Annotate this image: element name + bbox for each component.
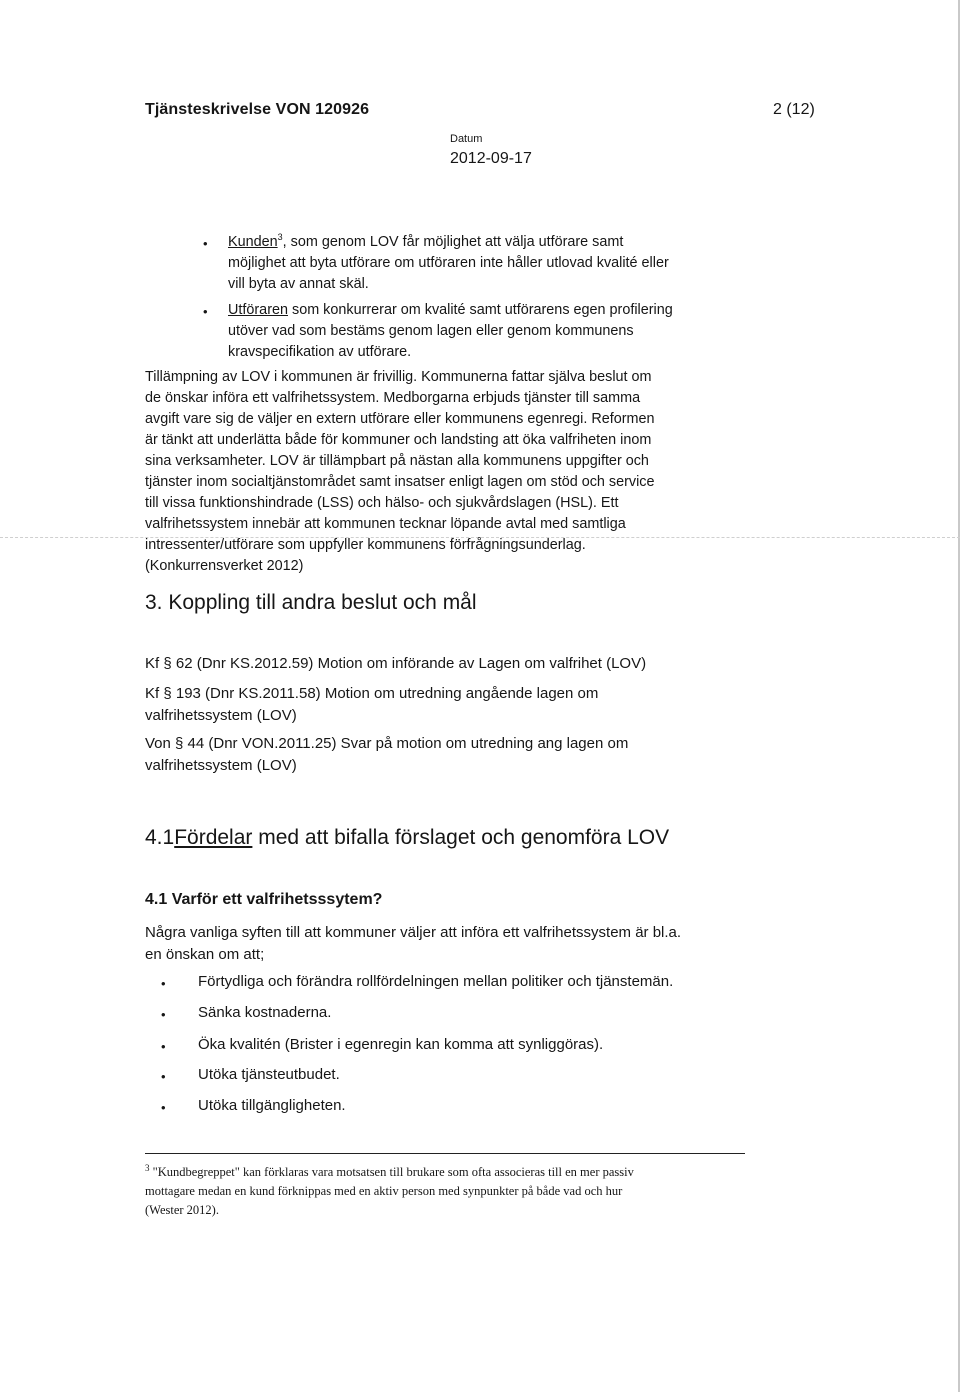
- section-3-heading: 3. Koppling till andra beslut och mål: [145, 591, 477, 614]
- bullet-text: möjlighet att byta utförare om utföraren inte håller utlovad kvalité eller: [228, 255, 669, 271]
- page-number: 2 (12): [773, 101, 815, 118]
- heading-rest: med att bifalla förslaget och genomföra LOV: [252, 826, 670, 849]
- reference-line: valfrihetssystem (LOV): [145, 707, 297, 724]
- reference-item: [145, 653, 646, 675]
- intro-text: [145, 922, 681, 966]
- footnote-line: (Wester 2012).: [145, 1203, 219, 1217]
- bullet-kunden: [228, 232, 669, 295]
- goal-item: Öka kvalitén (Brister i egenregin kan komma att synliggöras).: [198, 1036, 604, 1053]
- term-kunden: Kunden: [228, 234, 278, 250]
- goal-item: Förtydliga och förändra rollfördelningen mellan politiker och tjänstemän.: [198, 973, 674, 990]
- date-label: Datum: [450, 133, 483, 145]
- bullet-dot: •: [161, 976, 166, 991]
- bullet-text: utöver vad som bestäms genom lagen eller genom kommunens: [228, 323, 634, 339]
- intro-line: Några vanliga syften till att kommuner väljer att införa ett valfrihetssystem är bl.a.: [145, 924, 682, 941]
- goal-item: Utöka tjänsteutbudet.: [198, 1066, 340, 1083]
- bullet-utforaren: [228, 300, 673, 363]
- intro-line: en önskan om att;: [145, 946, 265, 963]
- paragraph-line: är tänkt att underlätta både för kommuner och landsting att öka valfriheten inom: [145, 432, 652, 448]
- paragraph-line: avgift vare sig de väljer en extern utförare eller kommunens egenregi. Reformen: [145, 411, 655, 427]
- footnote-number: 3: [145, 1162, 150, 1173]
- footnote-line: mottagare medan en kund förknippas med en aktiv person med synpunkter på både vad och hur: [145, 1184, 623, 1198]
- bullet-dot: •: [203, 304, 208, 319]
- bullet-text: vill byta av annat skäl.: [228, 276, 369, 292]
- paragraph-line: valfrihetssystem innebär att kommunen tecknar löpande avtal med samtliga: [145, 516, 626, 532]
- footnote-ref: 3: [277, 232, 283, 243]
- footnote-rule: [145, 1153, 745, 1154]
- heading-underlined: Fördelar: [174, 826, 253, 849]
- paragraph-line: de önskar införa ett valfrihetssystem. Medborgarna erbjuds tjänster till samma: [145, 390, 641, 406]
- heading-number: 4.1: [145, 826, 175, 849]
- footnote-line: "Kundbegreppet" kan förklaras vara motsatsen till brukare som ofta associeras till en mer passiv: [149, 1165, 634, 1179]
- paragraph-line: till vissa funktionshindrade (LSS) och hälso- och sjukvårdslagen (HSL). Ett: [145, 495, 619, 511]
- subsection-heading: 4.1 Varför ett valfrihetsssytem?: [145, 891, 383, 908]
- paragraph-line: (Konkurrensverket 2012): [145, 558, 304, 574]
- reference-line: Kf § 193 (Dnr KS.2011.58) Motion om utredning angående lagen om: [145, 685, 599, 702]
- paragraph-line: Tillämpning av LOV i kommunen är frivillig. Kommunerna fattar själva beslut om: [145, 369, 652, 385]
- goal-item: Utöka tillgängligheten.: [198, 1097, 346, 1114]
- bullet-dot: •: [161, 1069, 166, 1084]
- bullet-dot: •: [161, 1039, 166, 1054]
- bullet-text: som konkurrerar om kvalité samt utförarens egen profilering: [288, 302, 673, 318]
- reference-line: Kf § 62 (Dnr KS.2012.59) Motion om införande av Lagen om valfrihet (LOV): [145, 655, 647, 672]
- reference-item: [145, 683, 598, 727]
- paragraph-line: intressenter/utförare som uppfyller kommunens förfrågningsunderlag.: [145, 537, 586, 553]
- reference-item: [145, 733, 628, 777]
- bullet-text: , som genom LOV får möjlighet att välja utförare samt: [282, 234, 624, 250]
- paragraph-line: tjänster inom socialtjänstområdet samt insatser enligt lagen om stöd och service: [145, 474, 655, 490]
- reference-line: Von § 44 (Dnr VON.2011.25) Svar på motion om utredning ang lagen om: [145, 735, 629, 752]
- date-value: 2012-09-17: [450, 150, 532, 167]
- section-4-heading: [145, 826, 669, 850]
- document-title: Tjänsteskrivelse VON 120926: [145, 101, 370, 118]
- term-utforaren: Utföraren: [228, 302, 288, 318]
- lov-paragraph: [145, 367, 785, 577]
- bullet-dot: •: [203, 236, 208, 251]
- paragraph-line: sina verksamheter. LOV är tillämpbart på nästan alla kommunens uppgifter och: [145, 453, 649, 469]
- bullet-text: kravspecifikation av utförare.: [228, 344, 412, 360]
- bullet-dot: •: [161, 1100, 166, 1115]
- goal-item: Sänka kostnaderna.: [198, 1004, 332, 1021]
- footnote: [145, 1163, 765, 1220]
- bullet-dot: •: [161, 1007, 166, 1022]
- reference-line: valfrihetssystem (LOV): [145, 757, 297, 774]
